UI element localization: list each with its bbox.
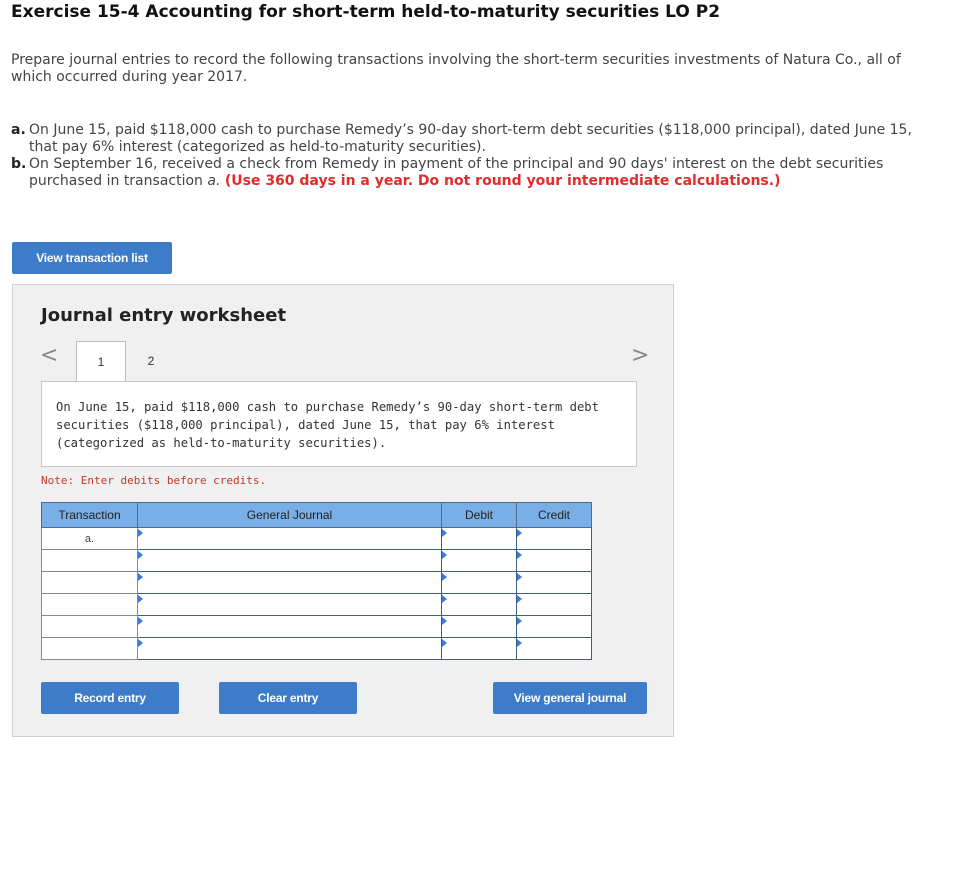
header-credit: Credit <box>517 503 592 528</box>
general-journal-input[interactable] <box>138 528 442 550</box>
credit-input[interactable] <box>517 572 592 594</box>
item-text: On September 16, received a check from Remedy in payment of the principal and 90 days' interest on the debt securities purchased in transaction <box>29 156 884 189</box>
tab-1[interactable]: 1 <box>76 341 126 382</box>
debit-input[interactable] <box>442 550 517 572</box>
journal-entry-worksheet <box>12 284 674 737</box>
debit-input[interactable] <box>442 638 517 660</box>
record-entry-button[interactable]: Record entry <box>41 682 179 714</box>
general-journal-input[interactable] <box>138 550 442 572</box>
dropdown-flag-icon <box>442 573 447 581</box>
credit-input[interactable] <box>517 616 592 638</box>
table-header-row <box>42 503 592 528</box>
dropdown-flag-icon <box>442 551 447 559</box>
header-debit: Debit <box>442 503 517 528</box>
transaction-cell <box>42 638 138 660</box>
general-journal-input[interactable] <box>138 616 442 638</box>
transaction-cell <box>42 550 138 572</box>
dropdown-flag-icon <box>517 617 522 625</box>
view-general-journal-button[interactable]: View general journal <box>493 682 647 714</box>
next-arrow-icon[interactable]: > <box>631 343 650 368</box>
general-journal-input[interactable] <box>138 638 442 660</box>
dropdown-flag-icon <box>517 595 522 603</box>
debit-input[interactable] <box>442 616 517 638</box>
dropdown-flag-icon <box>138 573 143 581</box>
dropdown-flag-icon <box>138 639 143 647</box>
dropdown-flag-icon <box>517 551 522 559</box>
journal-table <box>41 502 592 660</box>
debits-credits-note: Note: Enter debits before credits. <box>41 474 267 487</box>
header-transaction: Transaction <box>42 503 138 528</box>
table-row <box>42 594 592 616</box>
intro-text: Prepare journal entries to record the following transactions involving the short-term securities investments of Natura Co., all of which occurred during year 2017. <box>11 52 901 85</box>
dropdown-flag-icon <box>138 529 143 537</box>
general-journal-input[interactable] <box>138 594 442 616</box>
table-row <box>42 528 592 550</box>
dropdown-flag-icon <box>138 551 143 559</box>
transaction-cell <box>42 572 138 594</box>
dropdown-flag-icon <box>138 617 143 625</box>
credit-input[interactable] <box>517 594 592 616</box>
dropdown-flag-icon <box>517 529 522 537</box>
dropdown-flag-icon <box>138 595 143 603</box>
worksheet-title: Journal entry worksheet <box>41 305 287 326</box>
exercise-title: Exercise 15-4 Accounting for short-term held-to-maturity securities LO P2 <box>11 2 721 22</box>
debit-input[interactable] <box>442 528 517 550</box>
transaction-cell <box>42 616 138 638</box>
item-label: a. <box>11 122 26 138</box>
general-journal-input[interactable] <box>138 572 442 594</box>
table-row <box>42 616 592 638</box>
credit-input[interactable] <box>517 638 592 660</box>
item-text-italic: a. <box>207 173 221 189</box>
dropdown-flag-icon <box>442 595 447 603</box>
table-row <box>42 550 592 572</box>
transaction-cell: a. <box>42 528 138 550</box>
credit-input[interactable] <box>517 550 592 572</box>
transaction-item-a <box>11 122 941 156</box>
dropdown-flag-icon <box>517 573 522 581</box>
table-row <box>42 572 592 594</box>
transaction-item-b <box>11 156 941 190</box>
debit-input[interactable] <box>442 572 517 594</box>
header-general-journal: General Journal <box>138 503 442 528</box>
calculation-instruction: (Use 360 days in a year. Do not round your intermediate calculations.) <box>224 173 781 189</box>
prev-arrow-icon[interactable]: < <box>40 343 59 368</box>
item-label: b. <box>11 156 27 172</box>
tab-2[interactable]: 2 <box>147 354 155 368</box>
clear-entry-button[interactable]: Clear entry <box>219 682 357 714</box>
table-row <box>42 638 592 660</box>
transaction-cell <box>42 594 138 616</box>
transaction-items <box>11 122 941 190</box>
dropdown-flag-icon <box>442 529 447 537</box>
dropdown-flag-icon <box>442 617 447 625</box>
credit-input[interactable] <box>517 528 592 550</box>
dropdown-flag-icon <box>442 639 447 647</box>
debit-input[interactable] <box>442 594 517 616</box>
item-text: On June 15, paid $118,000 cash to purchase Remedy’s 90-day short-term debt securities ($118,000 principal), dated June 15, that pay 6% interest (categorized as held-to-maturity securities). <box>29 122 912 155</box>
dropdown-flag-icon <box>517 639 522 647</box>
view-transaction-list-button[interactable]: View transaction list <box>12 242 172 274</box>
entry-description: On June 15, paid $118,000 cash to purchase Remedy’s 90-day short-term debt securities ($118,000 principal), dated June 15, that pay 6% interest (categorized as held-to-maturity securities). <box>41 381 637 467</box>
